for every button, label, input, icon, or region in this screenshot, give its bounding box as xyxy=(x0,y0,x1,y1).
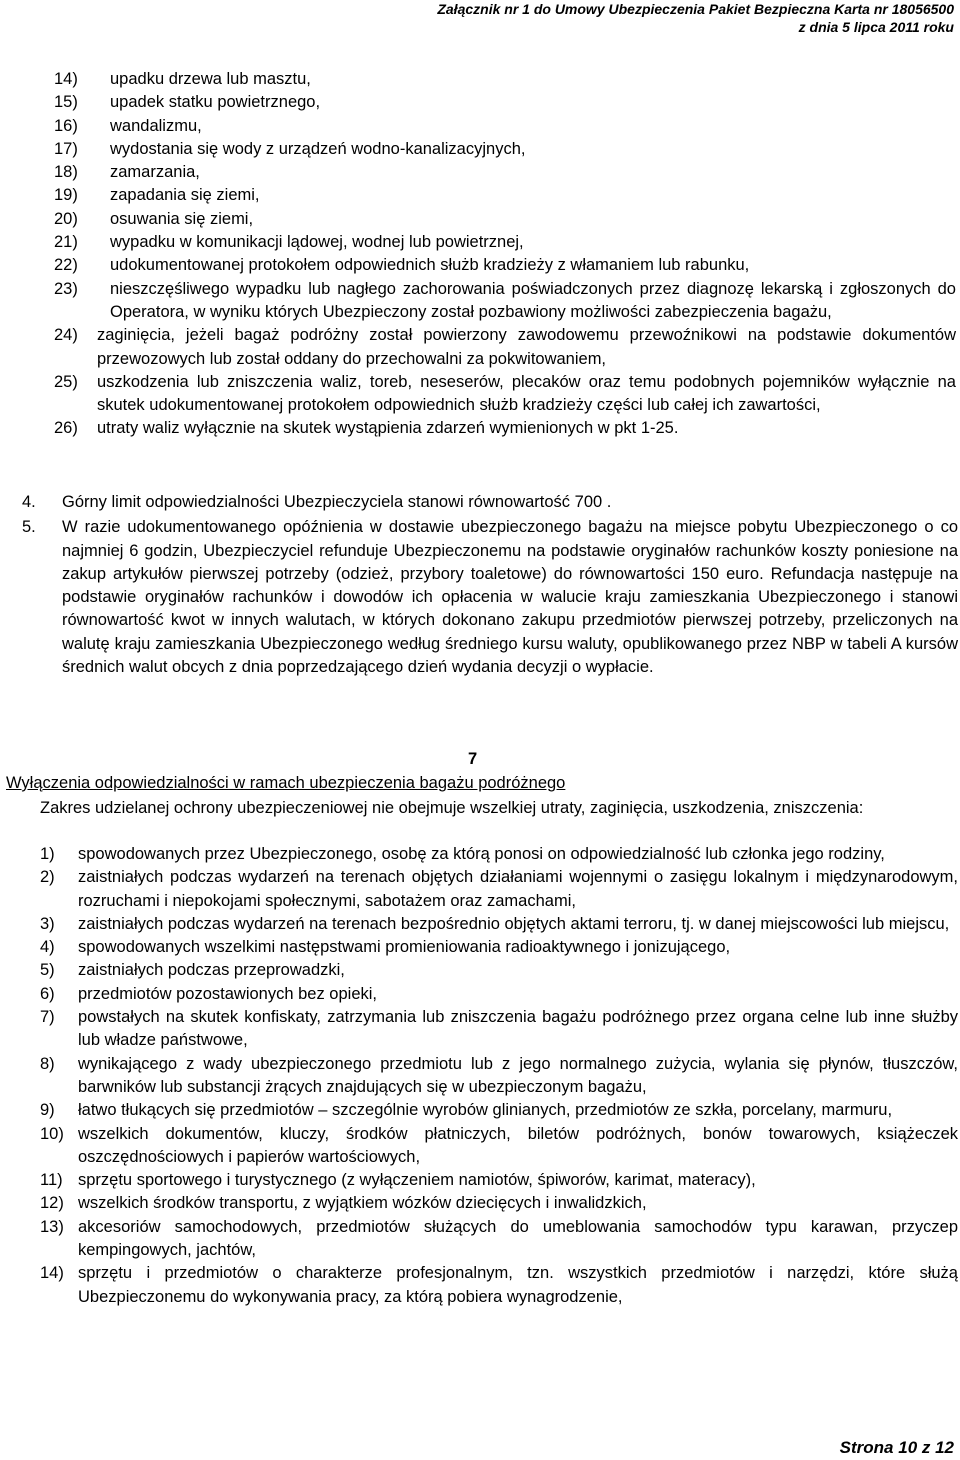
list-covered-events xyxy=(0,68,960,441)
list-item: 5) zaistniałych podczas przeprowadzki, xyxy=(40,961,345,980)
list-item: 14) upadku drzewa lub masztu, xyxy=(54,70,311,88)
section-intro: Zakres udzielanej ochrony ubezpieczeniowej nie obejmuje wszelkiej utraty, zaginięcia, uszkodzenia, zniszczenia: xyxy=(40,799,864,817)
list-item: 10) wszelkich dokumentów, kluczy, środków płatniczych, biletów podróżnych, bonów towarowych, książeczek oszczędnościowych i papierów wartościowych, xyxy=(40,1124,958,1166)
list-item: 13) akcesoriów samochodowych, przedmiotów służących do umeblowania samochodów typu karawan, przyczep kempingowych, jachtów, xyxy=(40,1217,958,1260)
list-item: 19) zapadania się ziemi, xyxy=(54,186,260,205)
list-item: 11) sprzętu sportowego i turystycznego (z wyłączeniem namiotów, śpiworów, karimat, materacy), xyxy=(40,1171,756,1190)
numbered-points xyxy=(0,491,960,679)
list-exclusions xyxy=(0,843,960,1309)
list-item: 18) zamarzania, xyxy=(54,163,200,182)
document-header xyxy=(437,0,954,36)
list-item: 12) wszelkich środków transportu, z wyjątkiem wózków dziecięcych i inwalidzkich, xyxy=(40,1194,647,1213)
header-line-2: z dnia 5 lipca 2011 roku xyxy=(798,19,954,35)
list-item: 26) utraty waliz wyłącznie na skutek wystąpienia zdarzeń wymienionych w pkt 1-25. xyxy=(54,419,679,438)
list-item: 24) zaginięcia, jeżeli bagaż podróżny został powierzony zawodowemu przewoźnikowi na podstawie dokumentów przewozowych lub został oddany do przechowalni za pokwitowaniem, xyxy=(54,326,956,368)
page-number: Strona 10 z 12 xyxy=(839,1438,954,1457)
list-item: 14) sprzętu i przedmiotów o charakterze profesjonalnym, tzn. wszystkich przedmiotów i narzędzi, które służą Ubezpieczonemu do wykonywania pracy, za którą pobiera wynagrodzenie, xyxy=(40,1264,958,1306)
list-item: 23) nieszczęśliwego wypadku lub nagłego zachorowania poświadczonych przez diagnozę lekarską i zgłoszonych do Operatora, w wyniku których Ubezpieczony został pozbawiony możliwości zabezpieczenia bagażu, xyxy=(54,279,956,321)
list-item: 25) uszkodzenia lub zniszczenia waliz, toreb, neseserów, plecaków oraz temu podobnych pojemników wyłącznie na skutek udokumentowanej protokołem odpowiednich służb kradzieży części lub całej ich zawartości, xyxy=(54,372,956,415)
list-item: 15) upadek statku powietrznego, xyxy=(54,93,321,112)
list-item: 6) przedmiotów pozostawionych bez opieki, xyxy=(40,984,377,1003)
list-item: 20) osuwania się ziemi, xyxy=(54,209,254,228)
section-heading: Wyłączenia odpowiedzialności w ramach ubezpieczenia bagażu podróżnego xyxy=(6,774,566,792)
list-item: 17) wydostania się wody z urządzeń wodno-kanalizacyjnych, xyxy=(54,139,526,158)
list-item: 1) spowodowanych przez Ubezpieczonego, osobę za którą ponosi on odpowiedzialność lub członka jego rodziny, xyxy=(40,845,885,863)
list-item: 9) łatwo tłukących się przedmiotów – szczególnie wyrobów glinianych, przedmiotów ze szkła, porcelany, marmuru, xyxy=(40,1101,893,1120)
list-item: 3) zaistniałych podczas wydarzeń na terenach bezpośrednio objętych aktami terroru, tj. w danej miejscowości lub miejscu, xyxy=(40,914,950,933)
point-4: 4. Górny limit odpowiedzialności Ubezpieczyciela stanowi równowartość 700 . xyxy=(22,493,612,511)
list-item: 22) udokumentowanej protokołem odpowiednich służb kradzieży z włamaniem lub rabunku, xyxy=(54,256,750,275)
header-line-1: Załącznik nr 1 do Umowy Ubezpieczenia Pakiet Bezpieczna Karta nr 18056500 xyxy=(437,1,954,17)
list-item: 4) spowodowanych wszelkimi następstwami promieniowania radioaktywnego i jonizującego, xyxy=(40,938,731,957)
list-item: 8) wynikającego z wady ubezpieczonego przedmiotu lub z jego normalnego zużycia, wylania się płynów, tłuszczów, barwników lub substancji żrących znajdujących się w ubezpieczonym bagażu, xyxy=(40,1054,958,1096)
list-item: 7) powstałych na skutek konfiskaty, zatrzymania lub zniszczenia bagażu podróżnego przez organa celne lub inne służby lub władze państwowe, xyxy=(40,1008,958,1050)
point-5: 5. W razie udokumentowanego opóźnienia w dostawie ubezpieczonego bagażu na miejsce pobytu Ubezpieczonego o co najmniej 6 godzin, Ubezpieczyciel refunduje Ubezpieczonemu na podstawie oryginałów rachunków koszty poniesione na zakup artykułów pierwszej potrzeby (odzież, przybory toaletowe) do równowartości 150 euro. Refundacja następuje na podstawie oryginałów rachunków i dowodów ich opłacenia w walucie kraju zamieszkania Ubezpieczonego i stanowi równowartość kwot w innych walutach, w których dokonano zakupu przedmiotów pierwszej potrzeby, przeliczonych na walutę kraju zamieszkania Ubezpieczonego według średniego kursu waluty, opublikowanego przez NBP w tabeli A kursów średnich walut obcych z dnia poprzedzającego dzień wydania decyzji o wypłacie. xyxy=(22,518,958,677)
list-item: 21) wypadku w komunikacji lądowej, wodnej lub powietrznej, xyxy=(54,233,524,252)
list-item: 16) wandalizmu, xyxy=(54,116,202,135)
list-item: 2) zaistniałych podczas wydarzeń na terenach objętych działaniami wojennymi o zasięgu lokalnym i międzynarodowym, rozruchami i niepokojami społecznymi, sabotażem oraz zamachami, xyxy=(40,868,958,910)
